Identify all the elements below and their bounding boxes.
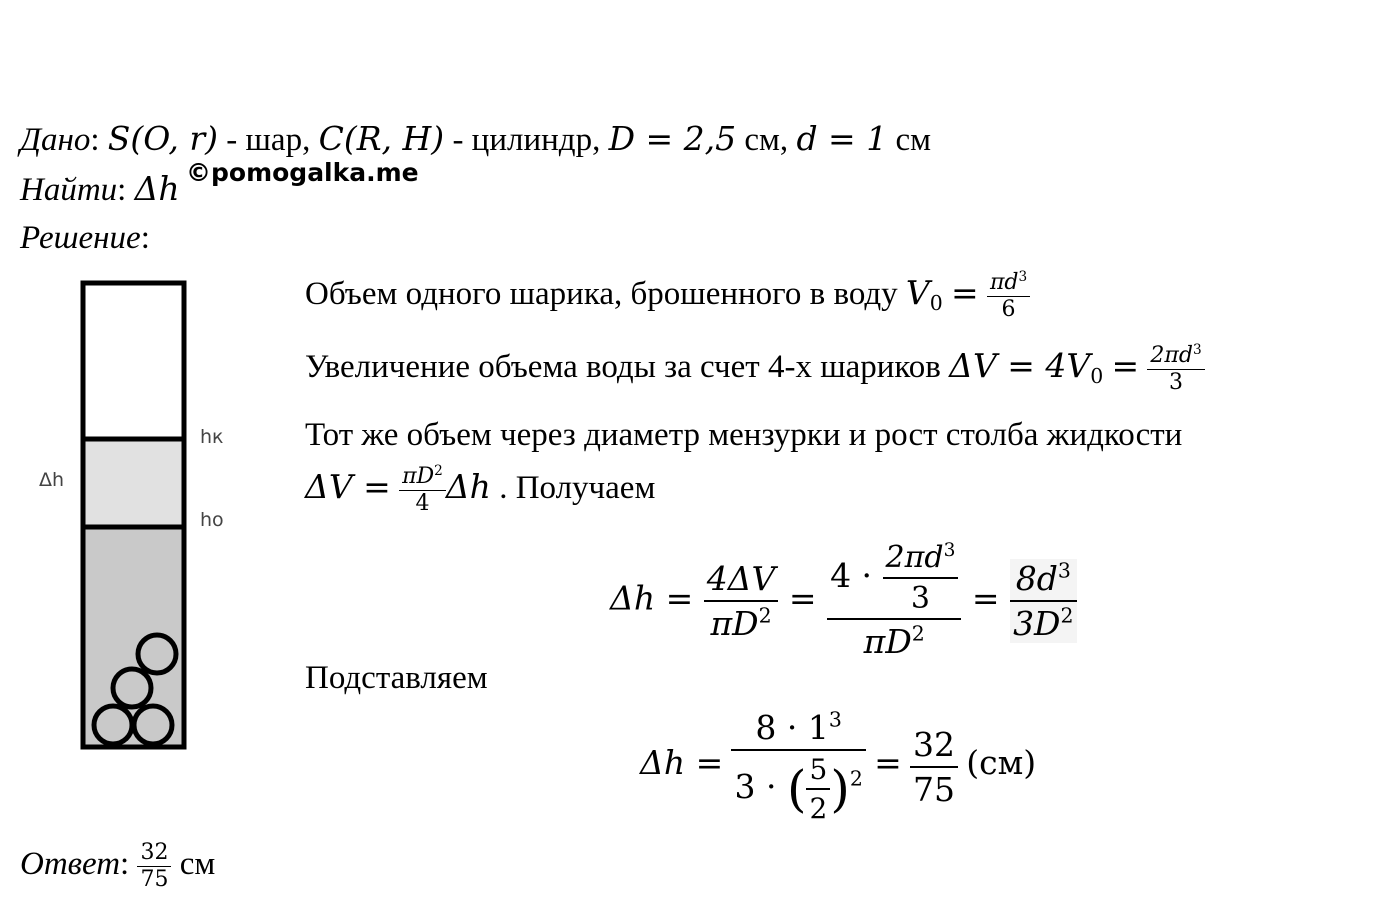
find-label: Найти (20, 172, 118, 208)
label-delta-h: Δh (39, 469, 65, 491)
sphere-desc: - шар, (226, 122, 311, 158)
given-label: Дано (20, 122, 91, 158)
watermark: ©pomogalka.me (186, 158, 419, 187)
formula-2: Δh = $8 \cdot 1^3$ 3 · ( $\frac{5}{2}$ )$^2$ = $\frac{32}{75}$ (см) (640, 707, 1037, 825)
solution-line: Решение: (20, 220, 150, 256)
answer-fraction: $\frac{32}{75}$ (137, 842, 171, 891)
solution-line-1: Объем одного шарика, брошенного в воду $V_0$ = $\frac{\pi d^3}{6}$ (305, 272, 1030, 321)
line2-fraction: $\frac{2\pi d^3}{3}$ (1147, 345, 1204, 394)
formula2-unit: (см) (966, 743, 1037, 783)
answer-unit: см (179, 846, 216, 883)
formula1-frac1: $\frac{4\Delta V}{\pi D^2}$ (704, 559, 779, 643)
line1-fraction: $\frac{\pi d^3}{6}$ (987, 272, 1030, 321)
substitute-label: Подставляем (305, 660, 488, 696)
line4-after: Δh (445, 467, 491, 507)
label-hk: hк (200, 426, 224, 448)
beaker-upper-liquid (83, 439, 184, 527)
formula2-lhs: Δh = (640, 743, 724, 783)
solution-line-2: Увеличение объема воды за счет 4-х шариков $\Delta V = 4V_0$ = $\frac{2\pi d^3}{3}$ (305, 345, 1205, 394)
formula2-frac: $8 \cdot 1^3$ 3 · ( $\frac{5}{2}$ )$^2$ (731, 708, 865, 825)
formula1-lhs: Δh = (610, 578, 694, 618)
find-value: Δh (134, 169, 180, 208)
answer-label: Ответ (20, 846, 121, 883)
label-ho: hо (200, 509, 224, 531)
line1-lhs: V (905, 273, 930, 313)
substitute-line (305, 662, 488, 695)
formula1-frac3: $\frac{8d^3}{3D^2}$ (1010, 559, 1076, 643)
find-line: Найти: Δh (20, 169, 180, 208)
cylinder-desc: - цилиндр, (452, 122, 601, 158)
formula2-result: $\frac{32}{75}$ (910, 725, 958, 809)
answer-line: Ответ: $\frac{32}{75}$ см (20, 840, 216, 892)
given-line: Дано: S(O, r) - шар, C(R, H) - цилиндр, D = 2,5 см, d = 1 см (20, 119, 931, 158)
solution-line-3 (305, 419, 1182, 452)
small-diameter: d = 1 (796, 119, 888, 158)
solution-line-4 (305, 462, 656, 516)
line4-fraction: $\frac{\pi D^2}{4}$ (399, 466, 446, 515)
big-diameter: D = 2,5 (608, 119, 737, 158)
line2-text: Увеличение объема воды за счет 4-х шариков (305, 349, 941, 386)
cylinder-notation: C(R, H) (318, 119, 445, 158)
line2-lhs: ΔV = 4V (949, 346, 1091, 386)
line4-lhs: ΔV = (305, 467, 391, 507)
sphere-notation: S(O, r) (107, 119, 219, 158)
formula-1: Δh = $\frac{4\Delta V}{\pi D^2}$ = 4 · $\frac{2\pi d^3}{3}$ $\pi D^2$ = $\frac{8d^3}{3D^2}$ (610, 540, 1077, 661)
solution-label: Решение (20, 220, 141, 256)
line1-text: Объем одного шарика, брошенного в воду (305, 276, 898, 313)
small-diameter-unit: см (895, 122, 931, 158)
big-diameter-unit: см, (744, 122, 789, 158)
formula1-frac2: 4 · $\frac{2\pi d^3}{3}$ $\pi D^2$ (827, 540, 961, 661)
line3-text: Тот же объем через диаметр мензурки и рост столба жидкости (305, 417, 1183, 453)
line4-text: . Получаем (499, 470, 656, 507)
